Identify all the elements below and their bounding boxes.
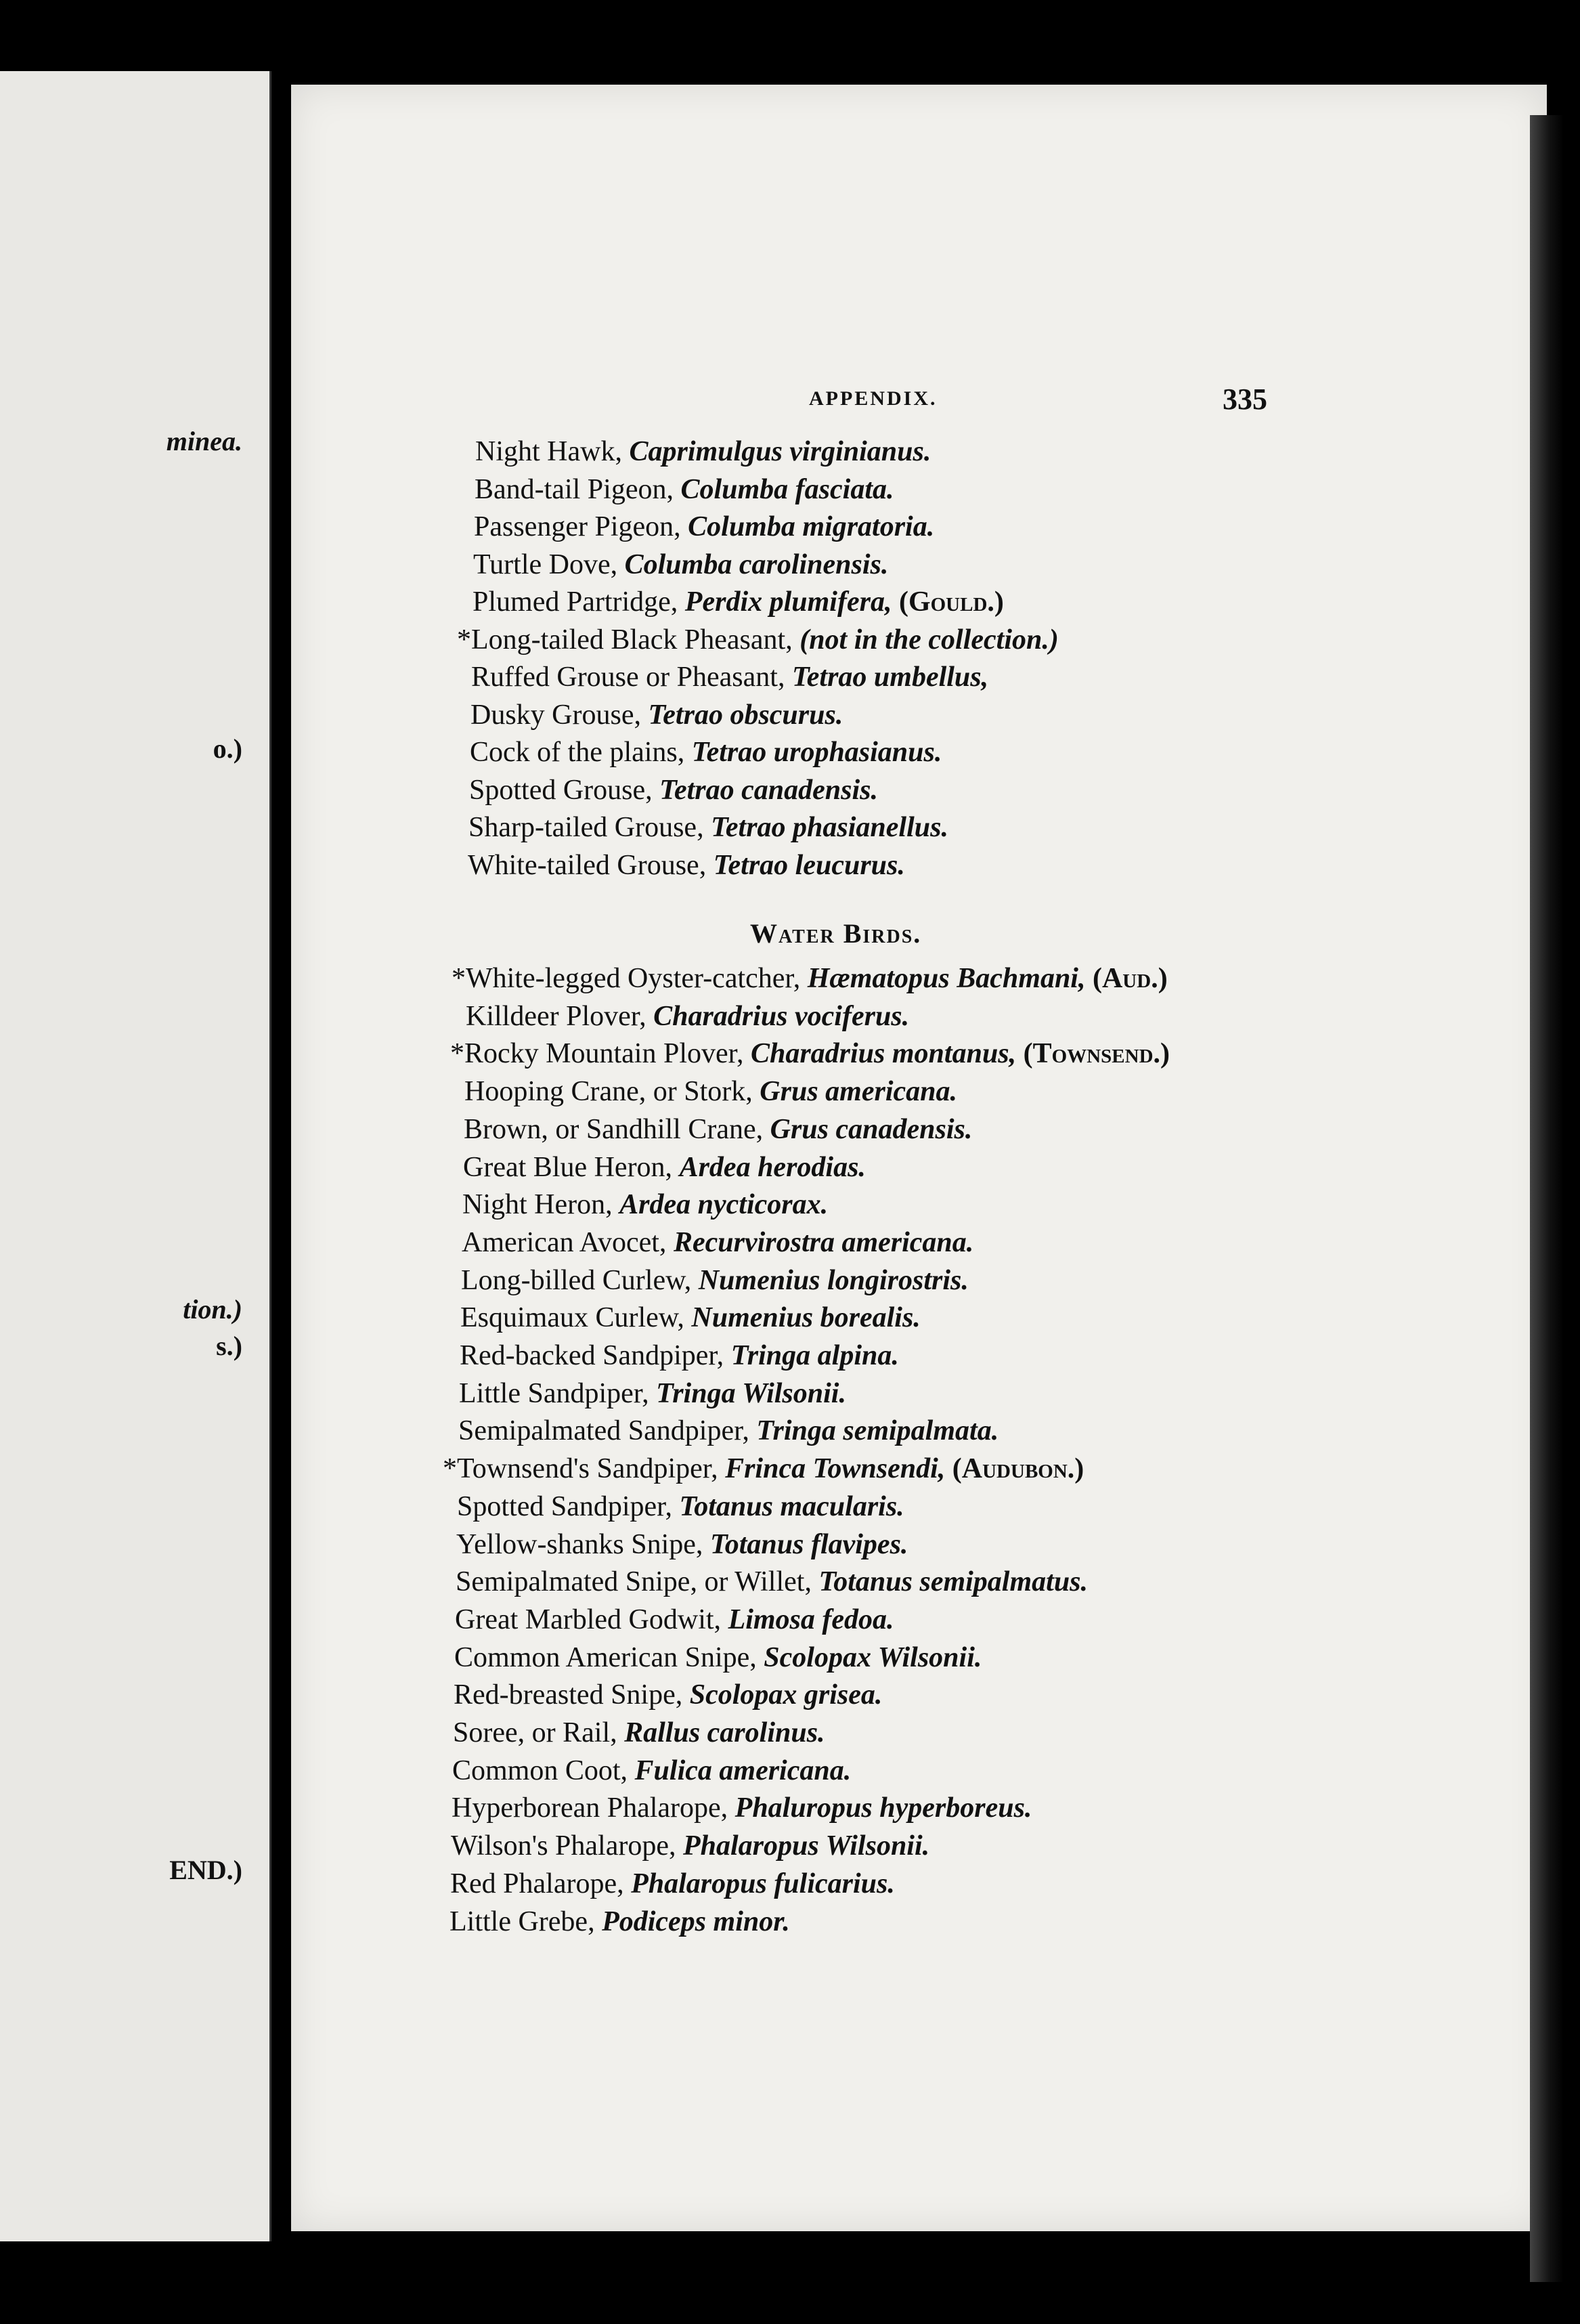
authority: (Audubon.) xyxy=(945,1453,1084,1485)
water-birds-heading xyxy=(750,918,921,949)
species-entry xyxy=(460,1337,899,1374)
species-entry xyxy=(463,1149,866,1186)
left-page-fragment: s.) xyxy=(216,1331,242,1361)
species-entry xyxy=(454,1639,982,1676)
common-name: Red-breasted Snipe, xyxy=(454,1679,690,1711)
scientific-name: Rallus carolinus. xyxy=(624,1717,825,1748)
page-number: 335 xyxy=(1223,383,1267,416)
common-name: Wilson's Phalarope, xyxy=(451,1830,683,1862)
species-entry xyxy=(455,1601,894,1638)
species-entry xyxy=(450,1035,1170,1072)
book-spine-shadow xyxy=(1530,115,1564,2282)
scientific-name: Perdix plumifera, xyxy=(684,586,892,618)
common-name: Spotted Sandpiper, xyxy=(457,1490,680,1522)
scientific-name: Tetrao phasianellus. xyxy=(711,812,948,843)
scientific-name: Charadrius montanus, xyxy=(750,1038,1017,1070)
species-entry xyxy=(464,1073,957,1110)
common-name: American Avocet, xyxy=(462,1226,674,1258)
common-name: Brown, or Sandhill Crane, xyxy=(464,1113,770,1145)
running-head: APPENDIX. xyxy=(809,387,938,410)
scientific-name: Scolopax Wilsonii. xyxy=(764,1641,982,1673)
scientific-name: Totanus flavipes. xyxy=(709,1528,908,1560)
species-entry xyxy=(459,1375,846,1412)
scientific-name: Tetrao umbellus, xyxy=(791,662,989,693)
scientific-name: Phaluropus hyperboreus. xyxy=(734,1792,1032,1824)
section-heading-text: Water Birds. xyxy=(750,918,922,949)
common-name: Passenger Pigeon, xyxy=(474,511,688,542)
scientific-name: Tetrao leucurus. xyxy=(713,849,905,881)
species-entry xyxy=(443,1450,1084,1487)
common-name: Soree, or Rail, xyxy=(453,1717,625,1748)
scientific-name: Grus canadensis. xyxy=(770,1113,973,1145)
species-entry xyxy=(453,1715,825,1751)
scientific-name: (not in the collection.) xyxy=(799,624,1059,655)
common-name: Hooping Crane, or Stork, xyxy=(464,1076,760,1108)
scientific-name: Tringa alpina. xyxy=(730,1340,899,1371)
common-name: Semipalmated Snipe, or Willet, xyxy=(456,1566,819,1598)
common-name: Little Sandpiper, xyxy=(459,1377,657,1409)
scientific-name: Fulica americana. xyxy=(634,1755,852,1786)
common-name: Turtle Dove, xyxy=(473,548,625,580)
left-page-fragment: tion.) xyxy=(183,1294,242,1325)
species-entry xyxy=(452,960,1168,997)
scientific-name: Scolopax grisea. xyxy=(689,1679,883,1711)
scientific-name: Totanus semipalmatus. xyxy=(818,1566,1089,1598)
authority: (Townsend.) xyxy=(1016,1038,1170,1070)
common-name: Long-tailed Black Pheasant, xyxy=(471,624,800,655)
scientific-name: Tringa Wilsonii. xyxy=(656,1377,846,1409)
species-entry xyxy=(457,622,1059,658)
scientific-name: Frinca Townsendi, xyxy=(725,1453,946,1485)
common-name: Sharp-tailed Grouse, xyxy=(468,812,711,843)
species-entry xyxy=(471,659,988,695)
scientific-name: Podiceps minor. xyxy=(602,1906,790,1937)
common-name: Rocky Mountain Plover, xyxy=(464,1038,751,1070)
common-name: Long-billed Curlew, xyxy=(461,1264,699,1296)
scientific-name: Ardea nycticorax. xyxy=(619,1189,829,1221)
species-entry xyxy=(450,1866,895,1902)
species-entry xyxy=(462,1224,973,1261)
species-entry xyxy=(474,509,934,545)
species-entry xyxy=(451,1828,929,1864)
asterisk-marker: * xyxy=(450,1038,464,1070)
scientific-name: Tetrao urophasianus. xyxy=(691,737,942,768)
left-page-fragment: minea. xyxy=(166,426,242,456)
species-entry xyxy=(470,734,942,771)
scientific-name: Grus americana. xyxy=(760,1076,957,1108)
species-entry xyxy=(475,471,894,508)
common-name: Killdeer Plover, xyxy=(466,1000,654,1032)
common-name: White-tailed Grouse, xyxy=(468,849,714,881)
common-name: Night Hawk, xyxy=(475,436,630,467)
species-entry xyxy=(456,1526,908,1563)
species-entry xyxy=(473,584,1004,620)
common-name: Red Phalarope, xyxy=(450,1868,632,1899)
common-name: Hyperborean Phalarope, xyxy=(452,1792,735,1824)
authority: (Gould.) xyxy=(892,586,1004,618)
common-name: Ruffed Grouse or Pheasant, xyxy=(471,662,792,693)
asterisk-marker: * xyxy=(443,1453,457,1485)
common-name: Band-tail Pigeon, xyxy=(475,473,681,505)
scientific-name: Phalaropus fulicarius. xyxy=(631,1868,895,1899)
authority: (Aud.) xyxy=(1085,963,1168,994)
species-entry xyxy=(468,809,948,846)
species-entry xyxy=(452,1790,1032,1826)
species-entry xyxy=(458,1413,999,1449)
species-entry xyxy=(475,433,931,470)
common-name: Great Blue Heron, xyxy=(463,1151,680,1183)
common-name: Esquimaux Curlew, xyxy=(460,1302,692,1334)
common-name: Great Marbled Godwit, xyxy=(455,1604,728,1635)
common-name: Spotted Grouse, xyxy=(469,774,660,806)
common-name: Cock of the plains, xyxy=(470,737,692,768)
common-name: Red-backed Sandpiper, xyxy=(460,1340,731,1371)
species-entry xyxy=(460,1299,921,1336)
species-entry xyxy=(464,1111,972,1148)
scientific-name: Columba fasciata. xyxy=(680,473,894,505)
scientific-name: Charadrius vociferus. xyxy=(653,1000,910,1032)
common-name: Night Heron, xyxy=(462,1189,620,1221)
species-entry xyxy=(456,1564,1088,1600)
scientific-name: Limosa fedoa. xyxy=(728,1604,894,1635)
common-name: Plumed Partridge, xyxy=(473,586,685,618)
scientific-name: Numenius borealis. xyxy=(691,1302,921,1334)
species-entry xyxy=(470,697,843,733)
asterisk-marker: * xyxy=(457,624,471,655)
scientific-name: Tetrao canadensis. xyxy=(659,774,878,806)
species-entry xyxy=(449,1903,790,1940)
scientific-name: Ardea herodias. xyxy=(679,1151,866,1183)
species-entry xyxy=(466,998,909,1035)
common-name: Yellow-shanks Snipe, xyxy=(456,1528,710,1560)
asterisk-marker: * xyxy=(452,963,466,994)
scientific-name: Columba carolinensis. xyxy=(624,548,889,580)
scientific-name: Totanus macularis. xyxy=(679,1490,904,1522)
common-name: Townsend's Sandpiper, xyxy=(457,1453,726,1485)
common-name: Semipalmated Sandpiper, xyxy=(458,1415,757,1447)
common-name: White-legged Oyster-catcher, xyxy=(466,963,808,994)
scientific-name: Caprimulgus virginianus. xyxy=(629,436,931,467)
previous-page-edge xyxy=(0,71,271,2241)
species-entry xyxy=(462,1186,828,1223)
scientific-name: Phalaropus Wilsonii. xyxy=(683,1830,930,1862)
species-entry xyxy=(452,1752,851,1789)
scientific-name: Columba migratoria. xyxy=(688,511,935,542)
species-entry xyxy=(468,847,905,884)
species-entry xyxy=(454,1677,882,1713)
species-entry xyxy=(473,546,888,583)
left-page-fragment: o.) xyxy=(213,733,242,764)
common-name: Common Coot, xyxy=(452,1755,635,1786)
species-entry xyxy=(457,1488,904,1525)
scientific-name: Tringa semipalmata. xyxy=(756,1415,999,1447)
scientific-name: Tetrao obscurus. xyxy=(648,699,843,731)
species-entry xyxy=(461,1262,969,1299)
species-entry xyxy=(469,772,878,809)
left-page-fragment: END.) xyxy=(169,1855,242,1885)
scientific-name: Recurvirostra americana. xyxy=(673,1226,974,1258)
common-name: Common American Snipe, xyxy=(454,1641,764,1673)
scientific-name: Hæmatopus Bachmani, xyxy=(807,963,1086,994)
common-name: Dusky Grouse, xyxy=(470,699,649,731)
common-name: Little Grebe, xyxy=(449,1906,602,1937)
scientific-name: Numenius longirostris. xyxy=(698,1264,969,1296)
